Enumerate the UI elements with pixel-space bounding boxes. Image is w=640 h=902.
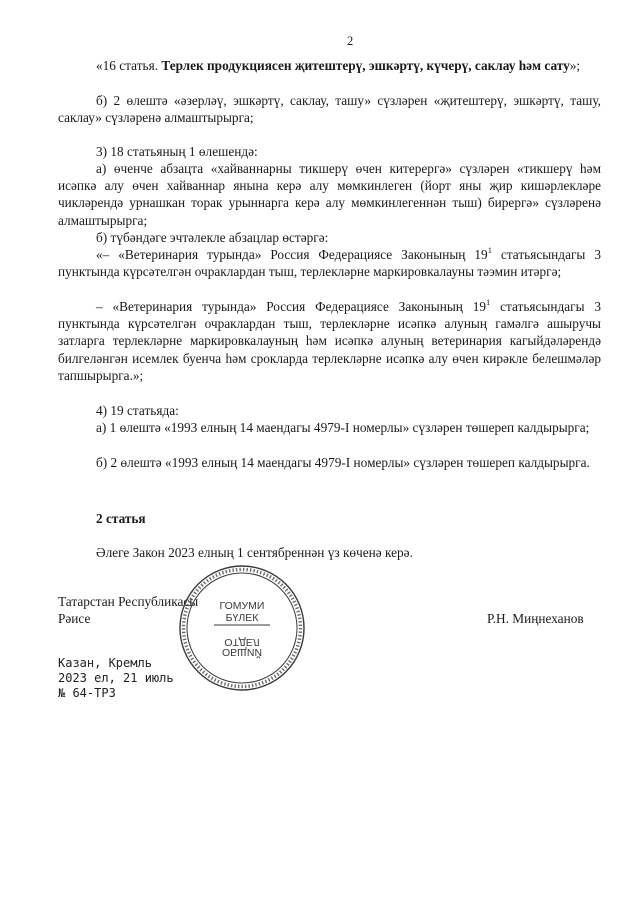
quote-2-after: статьясындагы 3 пунктында күрсәтелгән очраклардан тыш, терлекләрне исәпкә алуның гамәлгә ашыручы затларга терлекләрне маркировкалауның һәм исәпкә алуның ветеринария кагыйдәләрендә билгеләнгән исемлек буенча һәм срокларда терлекләрне исәпкә алу өчен кирәкле белешмәләр тапшырырга.»; — [58, 299, 601, 383]
quote-2-before: – «Ветеринария турында» Россия Федерациясе Законының 19 — [96, 299, 487, 314]
paragraph-item-3: 3) 18 статьяның 1 өлешендә: — [96, 144, 258, 159]
article-16-suffix: »; — [569, 58, 581, 73]
office-stamp — [177, 563, 307, 693]
quote-1-after: статьясындагы 3 пунктында күрсәтелгән очраклардан тыш, терлекләрне маркировкалауны тәэмин итәргә; — [58, 247, 601, 280]
paragraph-quote-1 — [58, 246, 601, 280]
footer-place: Казан, Кремль — [58, 656, 152, 670]
article-16-prefix: «16 статья. — [96, 58, 162, 73]
quote-2-sup: 1 — [486, 296, 491, 307]
paragraph-quote-2 — [58, 298, 601, 384]
paragraph-item-4: 4) 19 статьяда: — [96, 403, 179, 418]
paragraph-b1: б) 2 өлештә «әзерләү, эшкәртү, саклау, ташу» сүзләрен «җитештерү, эшкәртү, ташу, саклау» сүзләренә алмаштырырга; — [58, 93, 601, 126]
stamp-line2: БҮЛЕК — [225, 612, 259, 624]
paragraph-a1: а) өченче абзацта «хайваннарны тикшерү өчен китерергә» сүзләрен «тикшерү һәм исәпкә алу өчен хайваннар янына керә алу мөмкинлеген (йорт яны җир кишәрлекләре чикләрендә урнашкан торак урыннарга керә алу мөмкинлегеннән тыш) бирергә» сүзләренә алмаштырырга; — [58, 161, 601, 228]
quote-1-before: «– «Ветеринария турында» Россия Федерациясе Законының 19 — [96, 247, 488, 262]
stamp-line4: ОТДЕЛ — [224, 636, 260, 648]
signature-name: Р.Н. Миңнеханов — [487, 611, 584, 626]
paragraph-a2: а) 1 өлештә «1993 елның 14 маендагы 4979-I номерлы» сүзләрен төшереп калдырырга; — [96, 420, 590, 435]
footer-date: 2023 ел, 21 июль — [58, 671, 174, 685]
article-2-heading: 2 статья — [96, 511, 146, 526]
page-number: 2 — [347, 34, 354, 48]
stamp-line3: ОБЩИЙ — [222, 646, 262, 658]
quote-1-sup: 1 — [487, 244, 492, 255]
signature-title-line2: Рәисе — [58, 611, 91, 627]
signature-title-line1: Татарстан Республикасы — [58, 594, 199, 609]
article-16-title — [58, 57, 601, 74]
stamp-line1: ГОМУМИ — [219, 600, 265, 612]
article-16-title-text: Терлек продукциясен җитештерү, эшкәртү, күчерү, саклау һәм сату — [161, 58, 570, 73]
paragraph-b2: б) түбәндәге эчтәлекле абзацлар өстәргә: — [96, 230, 329, 245]
paragraph-b3: б) 2 өлештә «1993 елның 14 маендагы 4979-I номерлы» сүзләрен төшереп калдырырга. — [96, 455, 590, 470]
footer-number: № 64-ТРЗ — [58, 686, 116, 700]
article-2-text: Әлеге Закон 2023 елның 1 сентябреннән үз көченә керә. — [96, 545, 413, 560]
